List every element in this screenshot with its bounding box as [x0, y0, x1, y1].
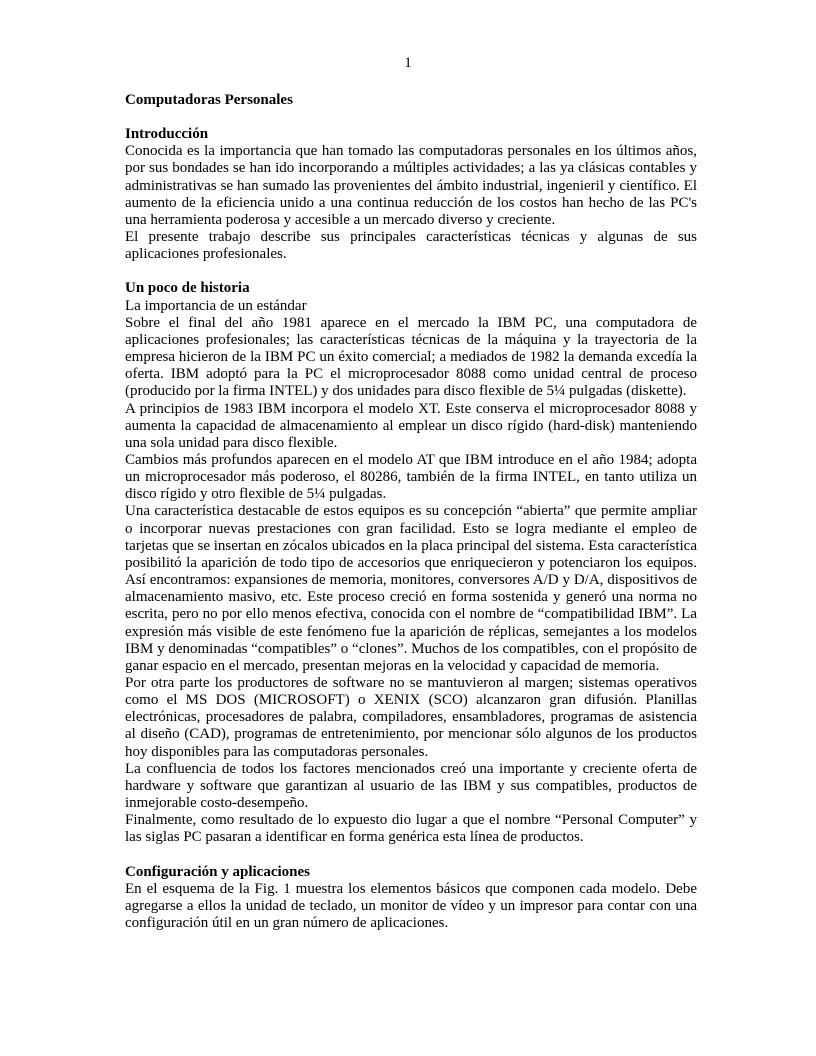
document-body [125, 92, 697, 932]
paragraph: Una característica destacable de estos equipos es su concepción “abierta” que permite ampliar o incorporar nuevas prestaciones con gran facilidad. Esto se logra mediante el empleo de tarjetas que se insertan en zócalos ubicados en la placa principal del sistema. Esta característica posibilitó la aparición de todo tipo de accesorios que enriquecieron y potenciaron los equipos. Así encontramos: expansiones de memoria, monitores, conversores A/D y D/A, dispositivos de almacenamiento masivo, etc. Este proceso creció en forma sostenida y generó una norma no escrita, pero no por ello menos efectiva, conocida con el nombre de “compatibilidad IBM”. La expresión más visible de este fenómeno fue la aparición de réplicas, semejantes a los modelos IBM y denominadas “compatibles” o “clones”. Muchos de los compatibles, con el propósito de ganar espacio en el mercado, presentan mejoras en la velocidad y capacidad de memoria. [125, 503, 697, 674]
paragraph: El presente trabajo describe sus principales características técnicas y algunas de sus aplicaciones profesionales. [125, 229, 697, 263]
paragraph: A principios de 1983 IBM incorpora el modelo XT. Este conserva el microprocesador 8088 y aumenta la capacidad de almacenamiento al emplear un disco rígido (hard-disk) manteniendo una sola unidad para disco flexible. [125, 400, 697, 451]
section-introduccion [125, 126, 697, 263]
section-heading: Configuración y aplicaciones [125, 863, 311, 880]
section-heading: Un poco de historia [125, 280, 250, 297]
paragraph: Finalmente, como resultado de lo expuesto dio lugar a que el nombre “Personal Computer” y las siglas PC pasaran a identificar en forma genérica esta línea de productos. [125, 812, 697, 846]
section-configuracion [125, 864, 697, 933]
paragraph: Conocida es la importancia que han tomado las computadoras personales en los últimos años, por sus bondades se han ido incorporando a múltiples actividades; a las ya clásicas contables y administrativas se han sumado las provenientes del ámbito industrial, ingenieril y científico. El aumento de la eficiencia unido a una continua reducción de los costos han hecho de las PC's una herramienta poderosa y accesible a un mercado diverso y creciente. [125, 143, 697, 228]
document-title: Computadoras Personales [125, 92, 293, 108]
paragraph: La confluencia de todos los factores mencionados creó una importante y creciente oferta de hardware y software que garantizan al usuario de las IBM y sus compatibles, productos de inmejorable costo-desempeño. [125, 760, 697, 812]
paragraph: Sobre el final del año 1981 aparece en el mercado la IBM PC, una computadora de aplicaciones profesionales; las características técnicas de la máquina y la trayectoria de la empresa hicieron de la IBM PC un éxito comercial; a mediados de 1982 la demanda excedía la oferta. IBM adoptó para la PC el microprocesador 8088 como unidad central de proceso (producido por la firma INTEL) y dos unidades para disco flexible de 5¼ pulgadas (diskette). [125, 314, 697, 400]
section-historia [125, 280, 697, 846]
section-heading: Introducción [125, 126, 209, 143]
paragraph: Por otra parte los productores de software no se mantuvieron al margen; sistemas operativos como el MS DOS (MICROSOFT) o XENIX (SCO) alcanzaron gran difusión. Planillas electrónicas, procesadores de palabra, compiladores, ensambladores, programas de asistencia al diseño (CAD), programas de entretenimiento, por mencionar sólo algunos de los productos hoy disponibles para las computadoras personales. [125, 675, 697, 760]
paragraph: Cambios más profundos aparecen en el modelo AT que IBM introduce en el año 1984; adopta un microprocesador más poderoso, el 80286, también de la firma INTEL, en tanto utiliza un disco rígido y otro flexible de 5¼ pulgadas. [125, 451, 697, 503]
section-subheading: La importancia de un estándar [125, 297, 307, 314]
paragraph: En el esquema de la Fig. 1 muestra los elementos básicos que componen cada modelo. Debe agregarse a ellos la unidad de teclado, un monitor de vídeo y un impresor para contar con una configuración útil en un gran número de aplicaciones. [125, 880, 697, 932]
page-number: 1 [404, 55, 412, 71]
